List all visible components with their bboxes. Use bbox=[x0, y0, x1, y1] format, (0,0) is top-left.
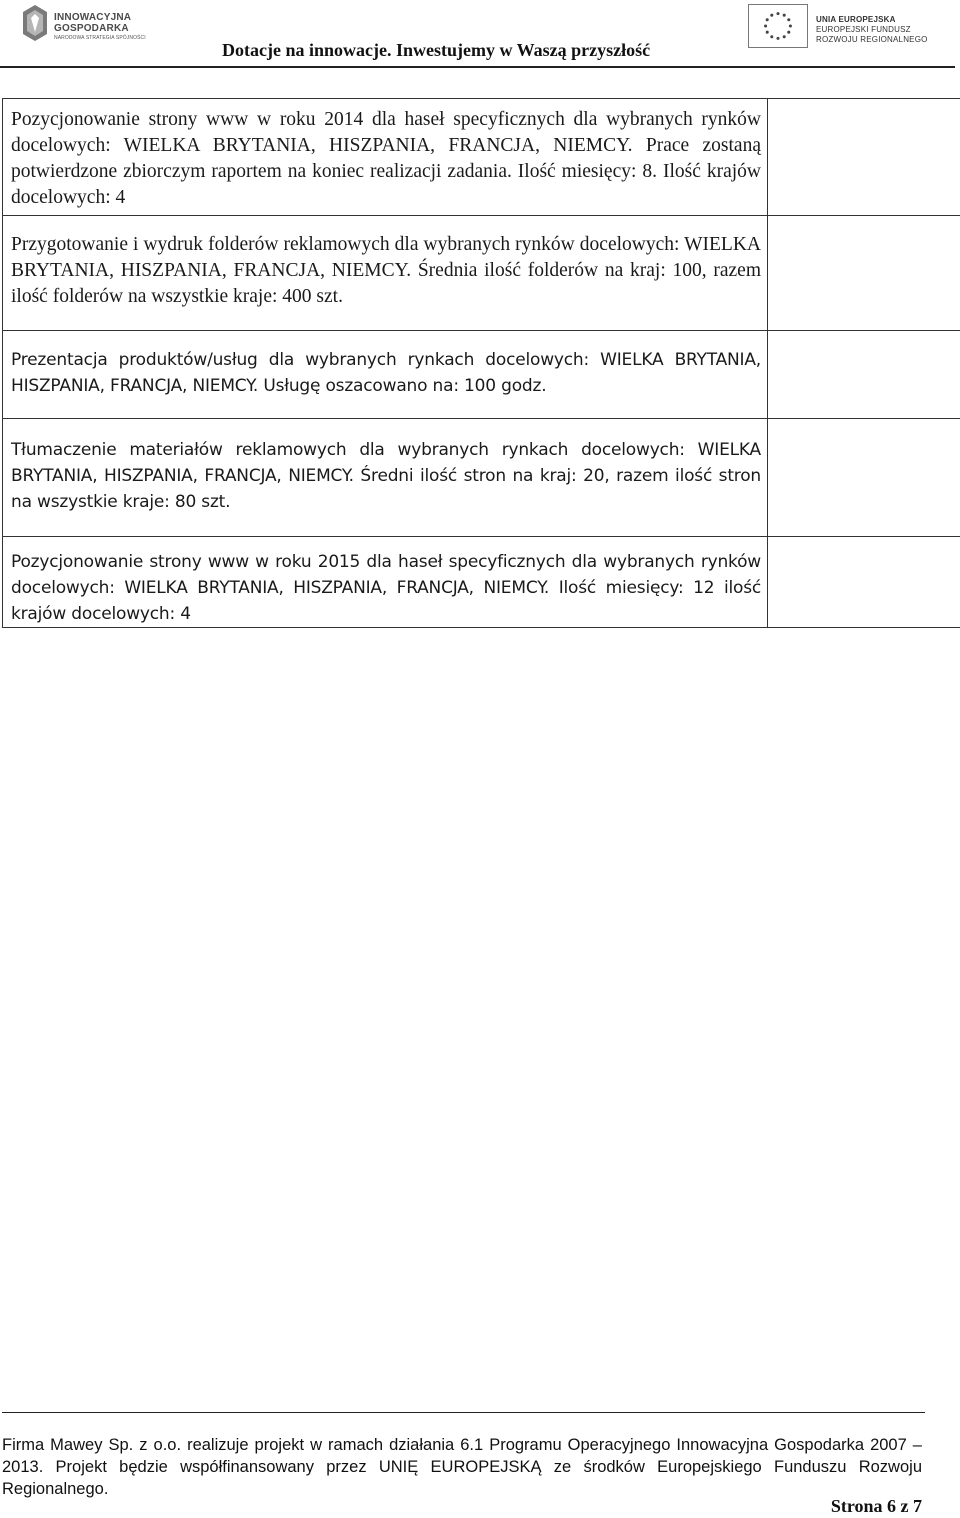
row-description-cell bbox=[3, 99, 768, 216]
logo-left-line2: GOSPODARKA bbox=[54, 23, 129, 34]
eu-logo-line3: ROZWOJU REGIONALNEGO bbox=[816, 35, 928, 44]
logo-left-subtitle: NARODOWA STRATEGIA SPÓJNOŚCI bbox=[54, 35, 146, 41]
table-row bbox=[3, 216, 960, 331]
row-description: Pozycjonowanie strony www w roku 2014 dla haseł specyficznych dla wybranych rynków docelowych: WIELKA BRYTANIA, HISZPANIA, FRANCJA, NIEMCY. Prace zostaną potwierdzone zbiorczym raportem na koniec realizacji zadania. Ilość miesięcy: 8. Ilość krajów docelowych: 4 bbox=[11, 109, 761, 208]
footer-funding-note: Firma Mawey Sp. z o.o. realizuje projekt w ramach działania 6.1 Programu Operacyjnego Innowacyjna Gospodarka 2007 – 2013. Projekt będzie współfinansowany przez UNIĘ EUROPEJSKĄ ze środków Europejskiego Funduszu Rozwoju Regionalnego. bbox=[2, 1436, 922, 1498]
row-description-cell bbox=[3, 331, 768, 419]
eu-flag-icon bbox=[748, 4, 808, 48]
header-title: Dotacje na innowacje. Inwestujemy w Waszą przyszłość bbox=[222, 40, 651, 60]
cost-items-table bbox=[2, 98, 960, 628]
eu-logo-line2: EUROPEJSKI FUNDUSZ bbox=[816, 25, 911, 34]
table-row bbox=[3, 99, 960, 216]
row-description-cell bbox=[3, 216, 768, 331]
logo-left-line1: INNOWACYJNA bbox=[54, 12, 132, 23]
eu-logo bbox=[748, 4, 948, 50]
row-description-cell bbox=[3, 537, 768, 628]
row-description: Przygotowanie i wydruk folderów reklamowych dla wybranych rynków docelowych: WIELKA BRYTANIA, HISZPANIA, FRANCJA, NIEMCY. Średnia ilość folderów na kraj: 100, razem ilość folderów na wszystkie kraje: 400 szt. bbox=[11, 234, 761, 307]
eu-logo-line1: UNIA EUROPEJSKA bbox=[816, 15, 896, 24]
table-row bbox=[3, 537, 960, 628]
table-row bbox=[3, 331, 960, 419]
innowacyjna-gospodarka-logo bbox=[22, 4, 152, 44]
header-divider bbox=[0, 66, 955, 68]
footer-divider bbox=[2, 1412, 925, 1413]
page-header bbox=[0, 0, 960, 70]
table-row bbox=[3, 419, 960, 537]
row-value-cell bbox=[768, 331, 960, 419]
row-value-cell bbox=[768, 419, 960, 537]
row-value-cell bbox=[768, 537, 960, 628]
row-description: Tłumaczenie materiałów reklamowych dla wybranych rynkach docelowych: WIELKA BRYTANIA, HISZPANIA, FRANCJA, NIEMCY. Średni ilość stron na kraj: 20, razem ilość stron na wszystkie kraje: 80 szt. bbox=[11, 440, 761, 512]
page-number: Strona 6 z 7 bbox=[830, 1496, 922, 1516]
row-value-cell bbox=[768, 99, 960, 216]
row-description: Pozycjonowanie strony www w roku 2015 dla haseł specyficznych dla wybranych rynków docelowych: WIELKA BRYTANIA, HISZPANIA, FRANCJA, NIEMCY. Ilość miesięcy: 12 ilość krajów docelowych: 4 bbox=[11, 552, 761, 624]
row-value-cell bbox=[768, 216, 960, 331]
row-description-cell bbox=[3, 419, 768, 537]
row-description: Prezentacja produktów/usług dla wybranych rynkach docelowych: WIELKA BRYTANIA, HISZPANIA, FRANCJA, NIEMCY. Usługę oszacowano na: 100 godz. bbox=[11, 350, 761, 396]
innowacyjna-gospodarka-emblem-icon bbox=[22, 4, 48, 42]
